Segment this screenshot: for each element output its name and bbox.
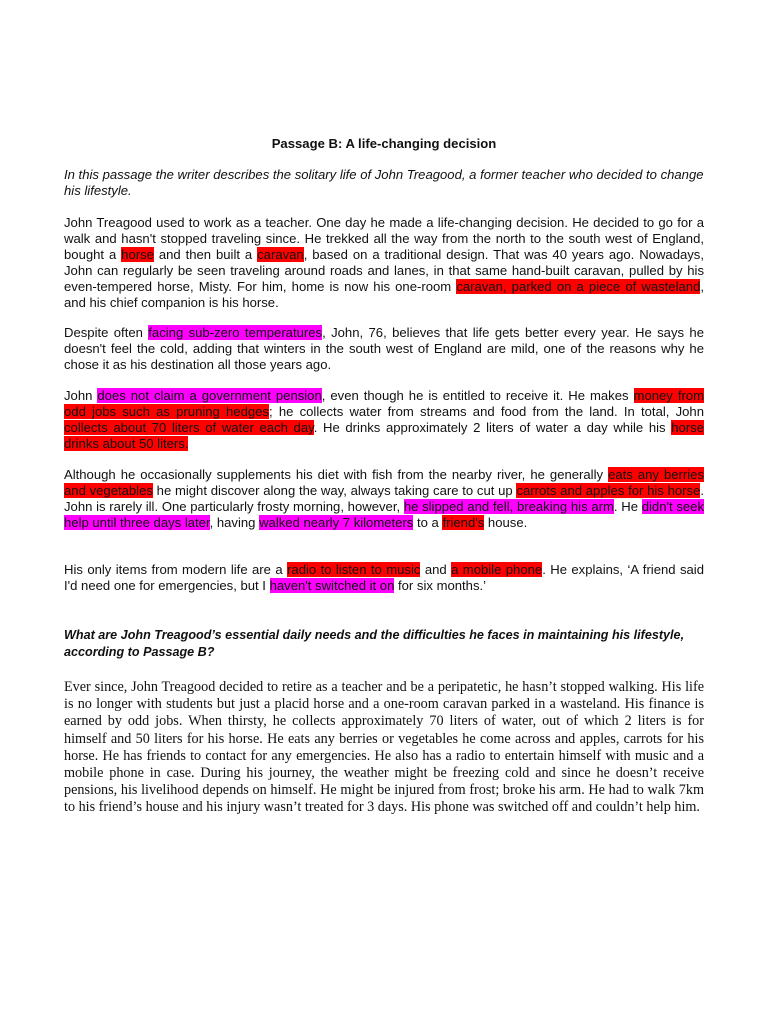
text-run: John bbox=[64, 388, 98, 403]
highlighted-phrase: money from odd jobs such as pruning hedges bbox=[64, 388, 705, 419]
answer-text: Ever since, John Treagood decided to retire as a teacher and be a peripatetic, he hasn’t stopped walking. His life is no longer with students but just a placid horse and a one-room caravan parked in a wasteland. His finance is earned by odd jobs. When thirsty, he collects approximately 70 liters of water, out of which 2 liters is for himself and 50 liters for his horse. He eats any berries or vegetables he come across and apples, carrots for his horse. He has friends to contact for any emergencies. He also has a radio to entertain himself with music and a mobile phone in case. During his journey, the weather might be freezing cold and since he doesn’t receive pensions, his livelihood depends on himself. He might be injured from frost; broke his arm. He had to walk 7km to his friend’s house and his injury wasn’t treated for 3 days. His phone was switched off and couldn’t help him. bbox=[64, 679, 704, 816]
passage-title: Passage B: A life-changing decision bbox=[271, 136, 497, 151]
text-run: for six months.’ bbox=[394, 578, 487, 593]
document-page bbox=[64, 0, 704, 1024]
text-run: . He bbox=[613, 499, 642, 514]
text-run: house. bbox=[484, 515, 528, 530]
text-run: , and his chief companion is his horse. bbox=[64, 279, 704, 310]
text-run: . He explains, ‘A friend said I'd need one for emergencies, but I bbox=[64, 562, 704, 593]
text-run: . John is rarely ill. One particularly frosty morning, however, bbox=[64, 483, 704, 514]
text-run: , having bbox=[209, 515, 260, 530]
highlighted-phrase: walked nearly 7 kilometers bbox=[259, 515, 414, 530]
highlighted-phrase: facing sub-zero temperatures bbox=[148, 325, 323, 340]
text-run: ; he collects water from streams and food from the land. In total, John bbox=[268, 404, 704, 419]
highlighted-phrase: horse bbox=[121, 247, 154, 262]
text-run: , even though he is entitled to receive it. He makes bbox=[321, 388, 634, 403]
highlighted-phrase: radio to listen to music bbox=[287, 562, 421, 577]
paragraph-4 bbox=[64, 467, 704, 531]
paragraph-3 bbox=[64, 388, 704, 452]
text-run: Despite often bbox=[64, 325, 149, 340]
paragraph-5 bbox=[64, 562, 704, 594]
highlighted-phrase: caravan bbox=[257, 247, 304, 262]
text-run: His only items from modern life are a bbox=[64, 562, 288, 577]
text-run: he might discover along the way, always taking care to cut up bbox=[152, 483, 517, 498]
highlighted-phrase: collects about 70 liters of water each day bbox=[64, 420, 314, 435]
highlighted-phrase: a mobile phone bbox=[451, 562, 543, 577]
passage-intro: In this passage the writer describes the solitary life of John Treagood, a former teacher who decided to change his lifestyle. bbox=[64, 167, 704, 198]
paragraph-1 bbox=[64, 215, 704, 311]
highlighted-phrase: caravan, parked on a piece of wasteland bbox=[456, 279, 701, 294]
text-run: and then built a bbox=[153, 247, 258, 262]
text-run: to a bbox=[413, 515, 443, 530]
question-prompt: What are John Treagood’s essential daily needs and the difficulties he faces in maintaining his lifestyle, according to Passage B? bbox=[64, 628, 685, 659]
highlighted-phrase: he slipped and fell, breaking his arm bbox=[403, 499, 614, 514]
text-run: . He drinks approximately 2 liters of water a day while his bbox=[313, 420, 672, 435]
highlighted-phrase: friend's bbox=[442, 515, 485, 530]
text-run: and bbox=[420, 562, 452, 577]
text-run: , John, 76, believes that life gets better every year. He says he doesn't feel the cold, adding that winters in the south west of England are mild, one of the reasons why he chose it as his destination all those years ago. bbox=[64, 325, 704, 372]
highlighted-phrase: didn't seek help until three days later bbox=[64, 499, 704, 530]
highlighted-phrase: horse drinks about 50 liters. bbox=[64, 420, 704, 451]
text-run: , based on a traditional design. That was 40 years ago. Nowadays, John can regularly be seen traveling around roads and lanes, in that same hand-built caravan, pulled by his even-tempered horse, Misty. For him, home is now his one-room bbox=[64, 247, 704, 294]
text-run: John Treagood used to work as a teacher. One day he made a life-changing decision. He decided to go for a walk and hasn't stopped traveling since. He trekked all the way from the north to the south west of England, bought a bbox=[64, 215, 704, 262]
highlighted-phrase: eats any berries and vegetables bbox=[64, 467, 704, 498]
highlighted-phrase: does not claim a government pension bbox=[97, 388, 322, 403]
highlighted-phrase: carrots and apples for his horse bbox=[516, 483, 701, 498]
text-run: Although he occasionally supplements his diet with fish from the nearby river, he generally bbox=[64, 467, 609, 482]
highlighted-phrase: haven't switched it on bbox=[269, 578, 395, 593]
paragraph-2 bbox=[64, 325, 704, 373]
